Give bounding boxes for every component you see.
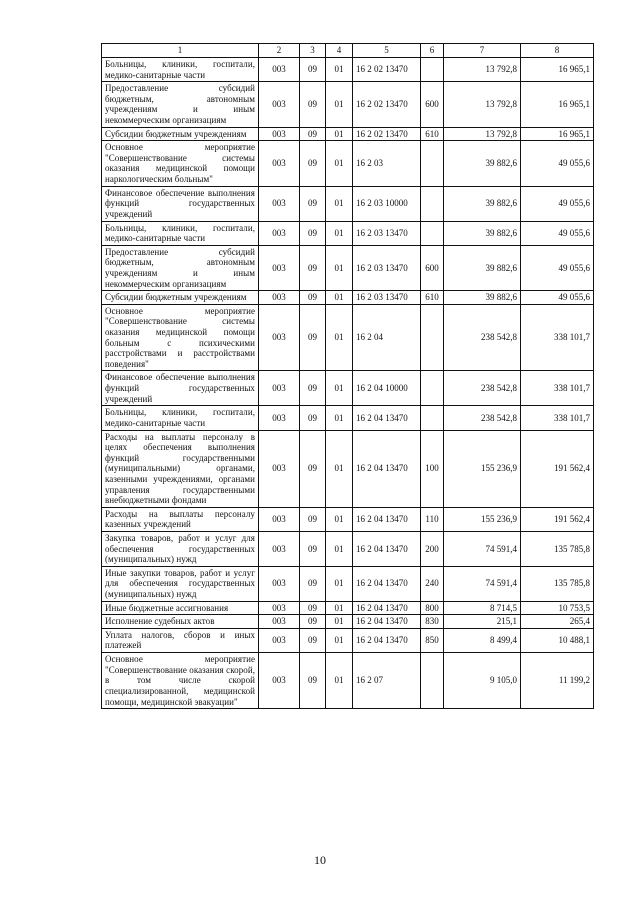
row-expense-type-cell <box>421 406 444 430</box>
row-subsection-cell: 01 <box>326 221 353 245</box>
table-row <box>102 430 594 507</box>
row-code-cell: 003 <box>259 127 300 141</box>
row-code-cell: 003 <box>259 566 300 601</box>
row-section-cell: 09 <box>300 430 326 507</box>
row-section-cell: 09 <box>300 221 326 245</box>
row-name-cell: Субсидии бюджетным учреждениям <box>102 291 259 305</box>
row-expense-type-cell: 100 <box>421 430 444 507</box>
row-amount-1-cell: 39 882,6 <box>444 245 521 290</box>
row-expense-type-cell <box>421 304 444 371</box>
row-section-cell: 09 <box>300 245 326 290</box>
header-cell: 3 <box>300 44 326 58</box>
row-name-cell: Исполнение судебных актов <box>102 615 259 629</box>
page-number: 10 <box>314 853 326 867</box>
table-row <box>102 653 594 709</box>
row-section-cell: 09 <box>300 127 326 141</box>
row-target-article-cell: 16 2 04 13470 <box>353 507 421 531</box>
row-expense-type-cell <box>421 186 444 221</box>
table-row <box>102 628 594 652</box>
row-amount-2-cell: 265,4 <box>521 615 594 629</box>
row-amount-2-cell: 16 965,1 <box>521 58 594 82</box>
table-row <box>102 58 594 82</box>
row-expense-type-cell: 200 <box>421 531 444 566</box>
row-section-cell: 09 <box>300 628 326 652</box>
row-section-cell: 09 <box>300 566 326 601</box>
row-target-article-cell: 16 2 04 13470 <box>353 430 421 507</box>
row-code-cell: 003 <box>259 221 300 245</box>
row-name-cell: Иные бюджетные ассигнования <box>102 601 259 615</box>
row-target-article-cell: 16 2 03 13470 <box>353 245 421 290</box>
row-amount-2-cell: 49 055,6 <box>521 186 594 221</box>
row-name-cell: Субсидии бюджетным учреждениям <box>102 127 259 141</box>
row-code-cell: 003 <box>259 507 300 531</box>
row-expense-type-cell <box>421 141 444 186</box>
row-expense-type-cell <box>421 653 444 709</box>
row-code-cell: 003 <box>259 371 300 406</box>
row-amount-2-cell: 135 785,8 <box>521 531 594 566</box>
row-code-cell: 003 <box>259 291 300 305</box>
row-amount-1-cell: 13 792,8 <box>444 127 521 141</box>
row-name-cell: Финансовое обеспечение выполнения функций государственных учреждений <box>102 186 259 221</box>
row-name-cell: Предоставление субсидий бюджетным, автономным учреждениям и иным некоммерческим организациям <box>102 82 259 127</box>
row-amount-1-cell: 9 105,0 <box>444 653 521 709</box>
table-row <box>102 304 594 371</box>
row-section-cell: 09 <box>300 406 326 430</box>
row-subsection-cell: 01 <box>326 141 353 186</box>
row-target-article-cell: 16 2 04 13470 <box>353 406 421 430</box>
row-code-cell: 003 <box>259 406 300 430</box>
row-amount-2-cell: 191 562,4 <box>521 430 594 507</box>
row-name-cell: Закупка товаров, работ и услуг для обеспечения государственных (муниципальных) нужд <box>102 531 259 566</box>
row-amount-1-cell: 215,1 <box>444 615 521 629</box>
row-expense-type-cell: 800 <box>421 601 444 615</box>
row-target-article-cell: 16 2 03 10000 <box>353 186 421 221</box>
table-row <box>102 291 594 305</box>
row-code-cell: 003 <box>259 601 300 615</box>
row-amount-2-cell: 338 101,7 <box>521 406 594 430</box>
row-target-article-cell: 16 2 04 13470 <box>353 628 421 652</box>
row-target-article-cell: 16 2 04 13470 <box>353 601 421 615</box>
row-amount-1-cell: 155 236,9 <box>444 507 521 531</box>
row-amount-1-cell: 13 792,8 <box>444 82 521 127</box>
row-name-cell: Больницы, клиники, госпитали, медико-санитарные части <box>102 58 259 82</box>
row-name-cell: Уплата налогов, сборов и иных платежей <box>102 628 259 652</box>
row-expense-type-cell: 600 <box>421 82 444 127</box>
row-name-cell: Больницы, клиники, госпитали, медико-санитарные части <box>102 221 259 245</box>
row-amount-1-cell: 39 882,6 <box>444 186 521 221</box>
row-subsection-cell: 01 <box>326 531 353 566</box>
row-amount-2-cell: 49 055,6 <box>521 141 594 186</box>
row-section-cell: 09 <box>300 304 326 371</box>
row-section-cell: 09 <box>300 531 326 566</box>
table-row <box>102 531 594 566</box>
row-name-cell: Основное мероприятие "Совершенствование оказания скорой, в том числе скорой специализированной, медицинской помощи, медицинской эвакуации" <box>102 653 259 709</box>
row-subsection-cell: 01 <box>326 566 353 601</box>
row-target-article-cell: 16 2 04 <box>353 304 421 371</box>
row-subsection-cell: 01 <box>326 291 353 305</box>
header-cell: 4 <box>326 44 353 58</box>
row-amount-2-cell: 338 101,7 <box>521 371 594 406</box>
row-name-cell: Расходы на выплаты персоналу в целях обеспечения выполнения функций государственными (муниципальными) органами, казенными учреждениями, органами управления государственными внебюджетными фондами <box>102 430 259 507</box>
row-expense-type-cell: 850 <box>421 628 444 652</box>
row-code-cell: 003 <box>259 615 300 629</box>
table-row <box>102 507 594 531</box>
row-code-cell: 003 <box>259 628 300 652</box>
row-code-cell: 003 <box>259 531 300 566</box>
row-subsection-cell: 01 <box>326 245 353 290</box>
table-row <box>102 615 594 629</box>
row-subsection-cell: 01 <box>326 430 353 507</box>
row-expense-type-cell: 610 <box>421 127 444 141</box>
table-row <box>102 371 594 406</box>
row-code-cell: 003 <box>259 82 300 127</box>
row-section-cell: 09 <box>300 58 326 82</box>
table-row <box>102 245 594 290</box>
row-section-cell: 09 <box>300 653 326 709</box>
row-subsection-cell: 01 <box>326 186 353 221</box>
row-subsection-cell: 01 <box>326 601 353 615</box>
row-target-article-cell: 16 2 04 13470 <box>353 615 421 629</box>
row-section-cell: 09 <box>300 186 326 221</box>
table-row <box>102 601 594 615</box>
row-name-cell: Финансовое обеспечение выполнения функций государственных учреждений <box>102 371 259 406</box>
table-row <box>102 127 594 141</box>
row-name-cell: Больницы, клиники, госпитали, медико-санитарные части <box>102 406 259 430</box>
table-row <box>102 221 594 245</box>
row-subsection-cell: 01 <box>326 82 353 127</box>
row-amount-1-cell: 238 542,8 <box>444 371 521 406</box>
header-cell: 8 <box>521 44 594 58</box>
row-amount-2-cell: 338 101,7 <box>521 304 594 371</box>
row-target-article-cell: 16 2 02 13470 <box>353 58 421 82</box>
row-code-cell: 003 <box>259 653 300 709</box>
row-section-cell: 09 <box>300 141 326 186</box>
row-subsection-cell: 01 <box>326 653 353 709</box>
row-code-cell: 003 <box>259 430 300 507</box>
row-expense-type-cell: 240 <box>421 566 444 601</box>
table-row <box>102 186 594 221</box>
row-code-cell: 003 <box>259 141 300 186</box>
row-amount-1-cell: 74 591,4 <box>444 566 521 601</box>
row-section-cell: 09 <box>300 82 326 127</box>
row-target-article-cell: 16 2 03 <box>353 141 421 186</box>
table-row <box>102 566 594 601</box>
row-name-cell: Основное мероприятие "Совершенствование системы оказания медицинской помощи наркологическим больным" <box>102 141 259 186</box>
row-target-article-cell: 16 2 04 10000 <box>353 371 421 406</box>
row-amount-2-cell: 135 785,8 <box>521 566 594 601</box>
row-code-cell: 003 <box>259 58 300 82</box>
header-cell: 5 <box>353 44 421 58</box>
row-target-article-cell: 16 2 04 13470 <box>353 531 421 566</box>
row-expense-type-cell <box>421 221 444 245</box>
row-subsection-cell: 01 <box>326 304 353 371</box>
row-subsection-cell: 01 <box>326 127 353 141</box>
table-row <box>102 406 594 430</box>
row-expense-type-cell <box>421 371 444 406</box>
row-target-article-cell: 16 2 03 13470 <box>353 291 421 305</box>
row-amount-1-cell: 39 882,6 <box>444 291 521 305</box>
row-section-cell: 09 <box>300 371 326 406</box>
header-cell: 7 <box>444 44 521 58</box>
row-amount-1-cell: 13 792,8 <box>444 58 521 82</box>
row-amount-2-cell: 49 055,6 <box>521 245 594 290</box>
header-cell: 2 <box>259 44 300 58</box>
table-header-row <box>102 44 594 58</box>
row-amount-2-cell: 191 562,4 <box>521 507 594 531</box>
row-name-cell: Основное мероприятие "Совершенствование системы оказания медицинской помощи больным с психическими расстройствами и расстройствами поведения" <box>102 304 259 371</box>
row-target-article-cell: 16 2 02 13470 <box>353 82 421 127</box>
row-code-cell: 003 <box>259 245 300 290</box>
row-code-cell: 003 <box>259 186 300 221</box>
row-expense-type-cell: 110 <box>421 507 444 531</box>
row-section-cell: 09 <box>300 601 326 615</box>
row-target-article-cell: 16 2 03 13470 <box>353 221 421 245</box>
row-subsection-cell: 01 <box>326 628 353 652</box>
row-expense-type-cell <box>421 58 444 82</box>
row-section-cell: 09 <box>300 615 326 629</box>
header-cell: 1 <box>102 44 259 58</box>
row-expense-type-cell: 610 <box>421 291 444 305</box>
row-amount-1-cell: 74 591,4 <box>444 531 521 566</box>
table-row <box>102 141 594 186</box>
row-amount-2-cell: 10 753,5 <box>521 601 594 615</box>
row-amount-2-cell: 10 488,1 <box>521 628 594 652</box>
row-name-cell: Расходы на выплаты персоналу казенных учреждений <box>102 507 259 531</box>
row-target-article-cell: 16 2 02 13470 <box>353 127 421 141</box>
row-amount-2-cell: 49 055,6 <box>521 291 594 305</box>
row-amount-1-cell: 155 236,9 <box>444 430 521 507</box>
row-amount-2-cell: 49 055,6 <box>521 221 594 245</box>
row-expense-type-cell: 600 <box>421 245 444 290</box>
row-amount-1-cell: 8 499,4 <box>444 628 521 652</box>
row-amount-1-cell: 8 714,5 <box>444 601 521 615</box>
row-target-article-cell: 16 2 07 <box>353 653 421 709</box>
row-section-cell: 09 <box>300 291 326 305</box>
row-amount-1-cell: 39 882,6 <box>444 141 521 186</box>
row-amount-1-cell: 39 882,6 <box>444 221 521 245</box>
row-subsection-cell: 01 <box>326 371 353 406</box>
row-target-article-cell: 16 2 04 13470 <box>353 566 421 601</box>
row-amount-2-cell: 11 199,2 <box>521 653 594 709</box>
row-subsection-cell: 01 <box>326 406 353 430</box>
row-amount-1-cell: 238 542,8 <box>444 406 521 430</box>
header-cell: 6 <box>421 44 444 58</box>
budget-table <box>101 43 594 709</box>
row-expense-type-cell: 830 <box>421 615 444 629</box>
row-section-cell: 09 <box>300 507 326 531</box>
row-amount-2-cell: 16 965,1 <box>521 82 594 127</box>
row-name-cell: Иные закупки товаров, работ и услуг для обеспечения государственных (муниципальных) нужд <box>102 566 259 601</box>
row-subsection-cell: 01 <box>326 615 353 629</box>
row-subsection-cell: 01 <box>326 58 353 82</box>
row-amount-1-cell: 238 542,8 <box>444 304 521 371</box>
row-subsection-cell: 01 <box>326 507 353 531</box>
row-name-cell: Предоставление субсидий бюджетным, автономным учреждениям и иным некоммерческим организациям <box>102 245 259 290</box>
table-row <box>102 82 594 127</box>
row-code-cell: 003 <box>259 304 300 371</box>
row-amount-2-cell: 16 965,1 <box>521 127 594 141</box>
